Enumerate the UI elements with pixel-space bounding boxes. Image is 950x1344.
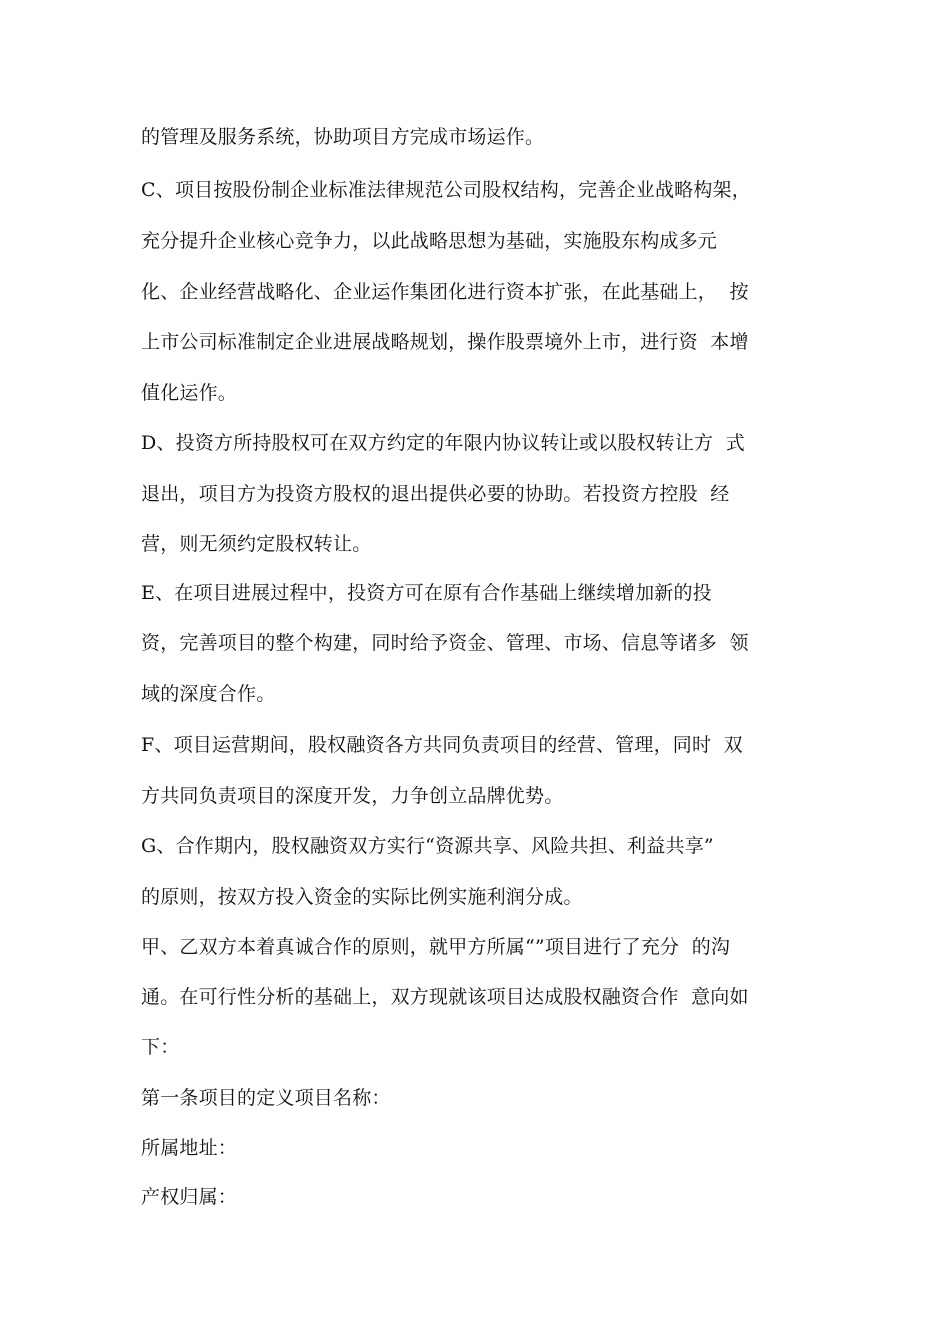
text-line: 的管理及服务系统，协助项目方完成市场运作。 [141,126,545,148]
text-line: 化、企业经营战略化、企业运作集团化进行资本扩张，在此基础上， 按 [141,281,749,303]
text-line: 的原则，按双方投入资金的实际比例实施利润分成。 [141,886,583,908]
text-line: 域的深度合作。 [141,683,276,705]
text-line: D、投资方所持股权可在双方约定的年限内协议转让或以股权转让方 式 [141,432,745,454]
text-line: 方共同负责项目的深度开发，力争创立品牌优势。 [141,785,564,807]
text-line: 资，完善项目的整个构建，同时给予资金、管理、市场、信息等诸多 领 [141,632,749,654]
text-line: 下： [141,1036,180,1058]
text-line: 充分提升企业核心竞争力，以此战略思想为基础，实施股东构成多元 [141,230,718,252]
text-line: 退出，项目方为投资方股权的退出提供必要的协助。若投资方控股 经 [141,483,730,505]
text-line: 通。在可行性分析的基础上，双方现就该项目达成股权融资合作 意向如 [141,986,749,1008]
text-line: G、合作期内，股权融资双方实行“资源共享、风险共担、利益共享” [141,835,714,857]
text-line: 第一条项目的定义项目名称： [141,1087,391,1109]
text-line: E、在项目进展过程中，投资方可在原有合作基础上继续增加新的投 [141,582,712,604]
text-line: 甲、乙双方本着真诚合作的原则，就甲方所属“”项目进行了充分 的沟 [141,936,731,958]
text-line: F、项目运营期间，股权融资各方共同负责项目的经营、管理，同时 双 [141,734,743,756]
text-line: 上市公司标准制定企业进展战略规划，操作股票境外上市，进行资 本增 [141,331,749,353]
text-line: 所属地址： [141,1137,238,1159]
text-line: 值化运作。 [141,382,238,404]
text-line: C、项目按股份制企业标准法律规范公司股权结构，完善企业战略构架， [141,179,751,201]
text-line: 产权归属： [141,1186,238,1208]
text-line: 营，则无须约定股权转让。 [141,533,372,555]
